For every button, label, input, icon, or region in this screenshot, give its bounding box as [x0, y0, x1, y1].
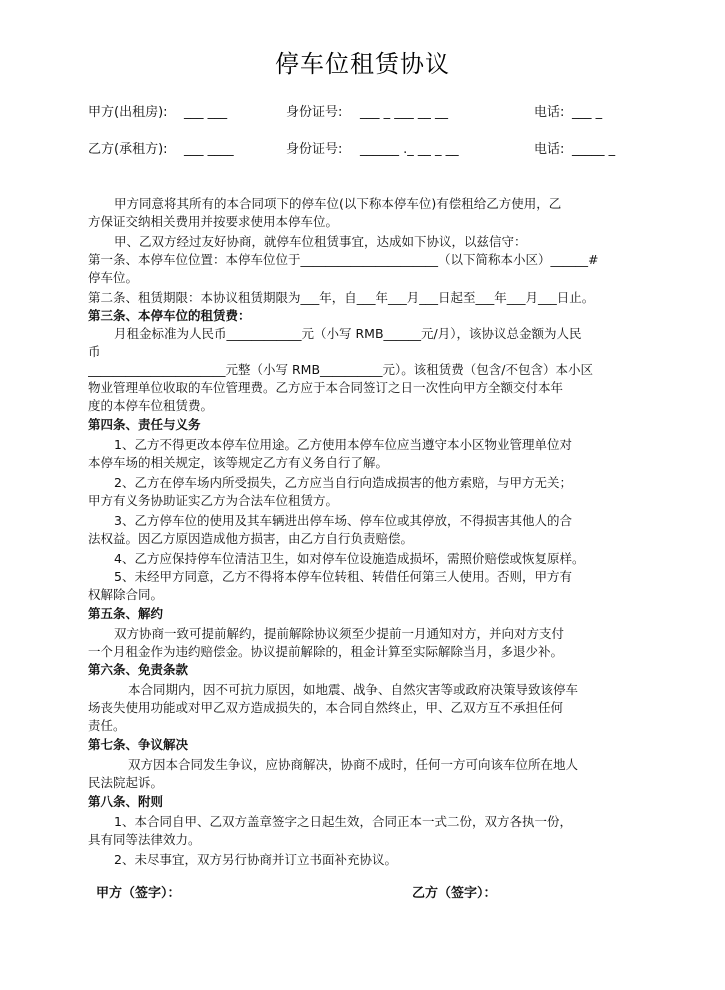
- clause-4-line: 法权益。因乙方原因造成他方损害，由乙方自行负责赔偿。: [88, 531, 414, 546]
- clause-heading: 第三条、本停车位的租赁费：: [88, 308, 251, 323]
- clause-heading: 第七条、争议解决: [88, 737, 189, 752]
- page-title: 停车位租赁协议: [275, 50, 450, 78]
- clause-4-line: 5、未经甲方同意，乙方不得将本停车位转租、转借任何第三人使用。否则，甲方有: [114, 569, 572, 584]
- clause-4-line: 甲方有义务协助证实乙方为合法车位租赁方。: [88, 493, 339, 508]
- clause-5-line: 双方协商一致可提前解约，提前解除协议须至少提前一月通知对方，并向对方支付: [114, 626, 565, 641]
- clause-4-line: 4、乙方应保持停车位清洁卫生，如对停车位设施造成损坏，需照价赔偿或恢复原样。: [114, 551, 585, 566]
- clause-heading: 第五条、解约: [88, 606, 164, 621]
- clause-4-line: 3、乙方停车位的使用及其车辆进出停车场、停车位或其停放，不得损害其他人的合: [114, 513, 572, 528]
- party-a-phone-blank: ___ _: [572, 105, 603, 120]
- intro-line: 甲、乙双方经过友好协商，就停车位租赁事宜，达成如下协议，以兹信守：: [114, 234, 527, 249]
- clause-8-line: 具有同等法律效力。: [88, 832, 201, 847]
- clause-7-line: 民法院起诉。: [88, 775, 164, 790]
- clause-7-line: 双方因本合同发生争议，应协商解决，协商不成时，任何一方可向该车位所在地人: [128, 757, 579, 772]
- clause-8-line: 2、未尽事宜，双方另行协商并订立书面补充协议。: [114, 852, 397, 867]
- clause-3-line: 币: [88, 344, 101, 359]
- party-a-phone-label: 电话:: [534, 105, 565, 120]
- party-a-id-label: 身份证号:: [286, 105, 343, 120]
- party-b-id-label: 身份证号:: [286, 142, 343, 157]
- clause-6-line: 场丧失使用功能或对甲乙双方造成损失的，本合同自然终止，甲、乙双方互不承担任何: [88, 700, 564, 715]
- clause-3-line: 月租金标准为人民币____________元（小写 RMB______元/月），该协议总金额为人民: [114, 326, 582, 341]
- clause-1-line: 停车位。: [88, 270, 139, 285]
- party-b-phone-blank: _____ _: [572, 142, 616, 157]
- intro-line: 甲方同意将其所有的本合同项下的停车位(以下称本停车位)有偿租给乙方使用，乙: [114, 196, 562, 211]
- clause-heading: 第四条、责任与义务: [88, 417, 201, 432]
- clause-8-line: 1、本合同自甲、乙双方盖章签字之日起生效，合同正本一式二份，双方各执一份，: [114, 814, 572, 829]
- party-a-id-blank: ___ _ ___ __ __: [360, 105, 449, 120]
- party-a-row: [88, 104, 658, 122]
- party-b-row: [88, 141, 658, 159]
- clause-3-line: ______________________元整（小写 RMB__________元）。该租赁费（包含/不包含）本小区: [88, 362, 593, 377]
- party-a-name-blank: ___ ___: [184, 105, 228, 120]
- clause-heading: 第八条、附则: [88, 794, 164, 809]
- clause-heading: 第六条、免责条款: [88, 662, 189, 677]
- clause-5-line: 一个月租金作为违约赔偿金。协议提前解除的，租金计算至实际解除当月，多退少补。: [88, 644, 564, 659]
- clause-4-line: 1、乙方不得更改本停车位用途。乙方使用本停车位应当遵守本小区物业管理单位对: [114, 437, 572, 452]
- party-b-signature: 乙方（签字）：: [412, 886, 497, 901]
- signature-row: [96, 882, 616, 902]
- clause-6-line: 责任。: [88, 718, 126, 733]
- clause-4-line: 权解除合同。: [88, 587, 164, 602]
- party-a-signature: 甲方（签字）：: [96, 886, 181, 901]
- clause-6-line: 本合同期内，因不可抗力原因，如地震、战争、自然灾害等或政府决策导致该停车: [128, 682, 579, 697]
- clause-1-line: 第一条、本停车位位置：本停车位位于______________________（以下简称本小区）______#: [88, 252, 599, 267]
- party-b-label: 乙方(承租方):: [88, 142, 168, 157]
- intro-line: 方保证交纳相关费用并按要求使用本停车位。: [88, 214, 339, 229]
- party-b-phone-label: 电话:: [534, 142, 565, 157]
- clause-3-line: 度的本停车位租赁费。: [88, 398, 214, 413]
- clause-4-line: 2、乙方在停车场内所受损失，乙方应当自行向造成损害的他方索赔，与甲方无关；: [114, 475, 572, 490]
- party-b-name-blank: ___ ____: [184, 142, 234, 157]
- party-b-id-blank: ______ ._ __ _ __: [360, 142, 459, 157]
- party-a-label: 甲方(出租房):: [88, 105, 168, 120]
- clause-3-line: 物业管理单位收取的车位管理费。乙方应于本合同签订之日一次性向甲方全额交付本年: [88, 380, 564, 395]
- clause-2-line: 第二条、租赁期限：本协议租赁期限为___年，自___年___月___日起至___年___月___日止。: [88, 290, 595, 305]
- clause-4-line: 本停车场的相关规定，该等规定乙方有义务自行了解。: [88, 455, 389, 470]
